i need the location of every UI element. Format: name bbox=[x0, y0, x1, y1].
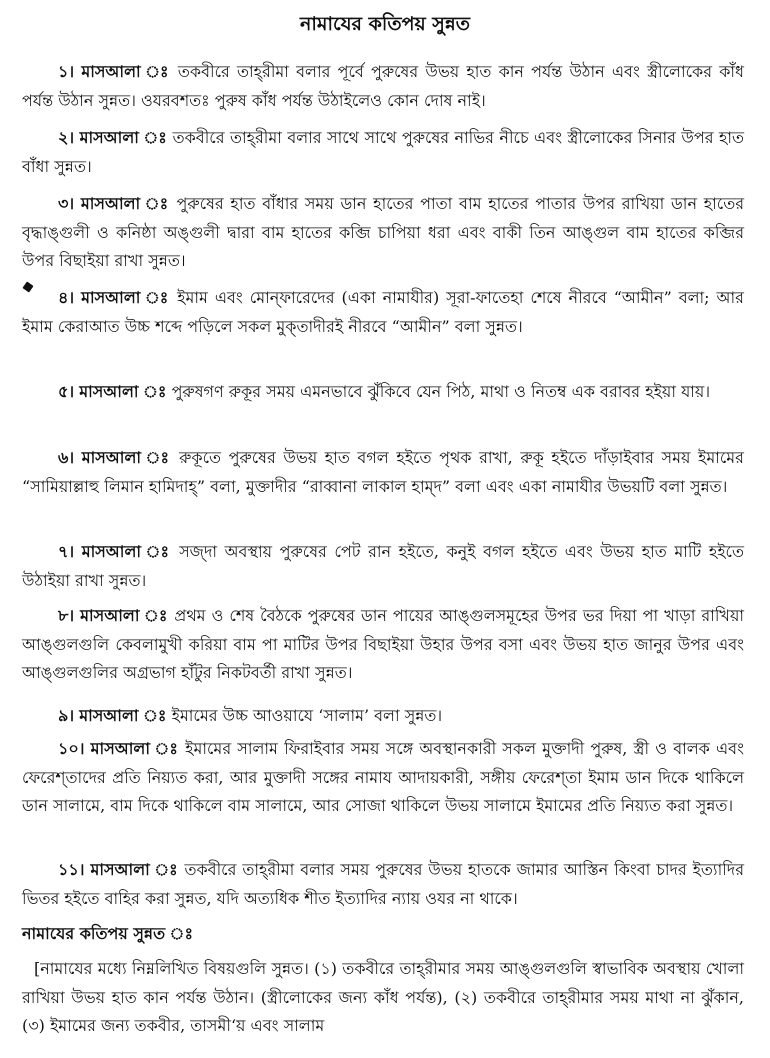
masala-text: সজ্‌দা অবস্থায় পুরুষের পেট রান হইতে, কনুই বগল হইতে এবং উভয় হাত মাটি হইতে উঠাইয়া রাখা সুন্নত। bbox=[22, 542, 744, 590]
masala-6 bbox=[22, 444, 744, 501]
masala-label: মাসআলা ঃ bbox=[80, 194, 170, 213]
masala-label: মাসআলা ঃ bbox=[81, 288, 171, 307]
masala-text: ইমামের সালাম ফিরাইবার সময় সঙ্গে অবস্থানকারী সকল মুক্তাদী পুরুষ, স্ত্রী ও বালক এবং ফেরেশ্‌তাদের প্রতি নিয়্যত করা, আর মুক্তাদী সঙ্গের নামায আদায়কারী, সঙ্গীয় ফেরেশ্‌তা ইমাম ডান দিকে থাকিলে ডান সালামে, বাম দিকে থাকিলে বাম সালামে, আর সোজা থাকিলে উভয় সালামে ইমামের প্রতি নিয়্যত করা সুন্নত। bbox=[22, 739, 744, 815]
masala-label: মাসআলা ঃ bbox=[80, 606, 169, 625]
masala-text: তকবীরে তাহ্‌রীমা বলার সময় পুরুষের উভয় হাতকে জামার আস্তিন কিংবা চাদর ইত্যাদির ভিতর হইতে বাহির করা সুন্নত, যদি অত্যধিক শীত ইত্যাদির ন্যায় ওযর না থাকে। bbox=[22, 860, 744, 908]
masala-text: প্রথম ও শেষ বৈঠকে পুরুষের ডান পায়ের আঙ্গুলসমূহের উপর ভর দিয়া পা খাড়া রাখিয়া আঙ্গুলগুলি কেবলামুখী করিয়া বাম পা মাটির উপর বিছাইয়া উহার উপর বসা এবং উভয় হাত জানুর উপর এবং আঙ্গুলগুলির অগ্রভাগ হাঁটুর নিকটবর্তী রাখা সুন্নত। bbox=[22, 606, 745, 682]
masala-number: ৩। bbox=[58, 194, 75, 213]
masala-text: তকবীরে তাহ্‌রীমা বলার সাথে সাথে পুরুষের নাভির নীচে এবং স্ত্রীলোকের সিনার উপর হাত বাঁধা সুন্নত। bbox=[22, 128, 745, 176]
masala-2 bbox=[22, 124, 744, 181]
masala-8 bbox=[22, 602, 744, 688]
masala-text: রুকূতে পুরুষের উভয় হাত বগল হইতে পৃথক রাখা, রুকূ হইতে দাঁড়াইবার সময় ইমামের “সামিয়াল্লাহু লিমান হামিদাহ্‌” বলা, মুক্তাদীর “রাব্বানা লাকাল হাম্‌দ” বলা এবং একা নামাযীর উভয়টি বলা সুন্নত। bbox=[22, 448, 744, 496]
masala-text: পুরুষগণ রুকূর সময় এমনভাবে ঝুঁকিবে যেন পিঠ, মাথা ও নিতম্ব এক বরাবর হইয়া যায়। bbox=[171, 382, 711, 401]
masala-4 bbox=[22, 284, 744, 341]
section-subheading: নামাযের কতিপয় সুন্নত ঃ bbox=[22, 924, 194, 943]
masala-label: মাসআলা ঃ bbox=[79, 128, 168, 147]
masala-10 bbox=[22, 735, 744, 821]
masala-11 bbox=[22, 856, 744, 913]
masala-number: ১। bbox=[58, 62, 75, 81]
masala-label: মাসআলা ঃ bbox=[79, 382, 167, 401]
masala-text: পুরুষের হাত বাঁধার সময় ডান হাতের পাতা বাম হাতের পাতার উপর রাখিয়া ডান হাতের বৃদ্ধাঙ্গুলী ও কনিষ্ঠা অঙ্গুলী দ্বারা বাম হাতের কব্জি চাপিয়া ধরা এবং বাকী তিন আঙ্গুল বাম হাতের কব্জির উপর বিছাইয়া রাখা সুন্নত। bbox=[22, 194, 745, 270]
masala-number: ৪। bbox=[58, 288, 75, 307]
masala-1 bbox=[22, 58, 744, 115]
masala-text: ইমামের উচ্চ আওয়াযে ‘সালাম’ বলা সুন্নত। bbox=[171, 706, 443, 725]
masala-label: মাসআলা ঃ bbox=[90, 860, 179, 879]
masala-label: মাসআলা ঃ bbox=[81, 62, 171, 81]
masala-number: ৭। bbox=[58, 542, 75, 561]
masala-number: ৫। bbox=[58, 382, 75, 401]
masala-number: ৬। bbox=[58, 448, 75, 467]
page-title: নামাযের কতিপয় সুন্নত bbox=[300, 13, 470, 35]
masala-number: ১০। bbox=[58, 739, 85, 758]
masala-3 bbox=[22, 190, 744, 276]
masala-number: ২। bbox=[58, 128, 75, 147]
masala-number: ৮। bbox=[58, 606, 75, 625]
masala-9 bbox=[22, 702, 744, 731]
masala-text: তকবীরে তাহ্‌রীমা বলার পূর্বে পুরুষের উভয় হাত কান পর্যন্ত উঠান এবং স্ত্রীলোকের কাঁধ পর্যন্ত উঠান সুন্নত। ওযরবশতঃ পুরুষ কাঁধ পর্যন্ত উঠাইলেও কোন দোষ নাই। bbox=[22, 62, 745, 110]
closing-paragraph: [নামাযের মধ্যে নিম্নলিখিত বিষয়গুলি সুন্নত। (১) তকবীরে তাহ্‌রীমার সময় আঙ্গুলগুলি স্বাভাবিক অবস্থায় খোলা রাখিয়া উভয় হাত কান পর্যন্ত উঠান। (স্ত্রীলোকের জন্য কাঁধ পর্যন্ত), (২) তকবীরে তাহ্‌রীমার সময় মাথা না ঝুঁকান, (৩) ইমামের জন্য তকবীর, তাসমী‘য় এবং সালাম bbox=[22, 959, 744, 1035]
masala-5 bbox=[22, 378, 744, 407]
masala-number: ৯। bbox=[58, 706, 75, 725]
masala-label: মাসআলা ঃ bbox=[81, 448, 172, 467]
masala-label: মাসআলা ঃ bbox=[79, 706, 167, 725]
masala-label: মাসআলা ঃ bbox=[90, 739, 179, 758]
masala-number: ১১। bbox=[58, 860, 85, 879]
masala-text: ইমাম এবং মোন্‌ফারেদের (একা নামাযীর) সূরা-ফাতেহা শেষে নীরবে “আমীন” বলা; আর ইমাম কেরাআত উচ্চ শব্দে পড়িলে সকল মুক্‌তাদীরই নীরবে “আমীন” বলা সুন্নত। bbox=[22, 288, 744, 336]
masala-label: মাসআলা ঃ bbox=[81, 542, 172, 561]
masala-7 bbox=[22, 538, 744, 595]
